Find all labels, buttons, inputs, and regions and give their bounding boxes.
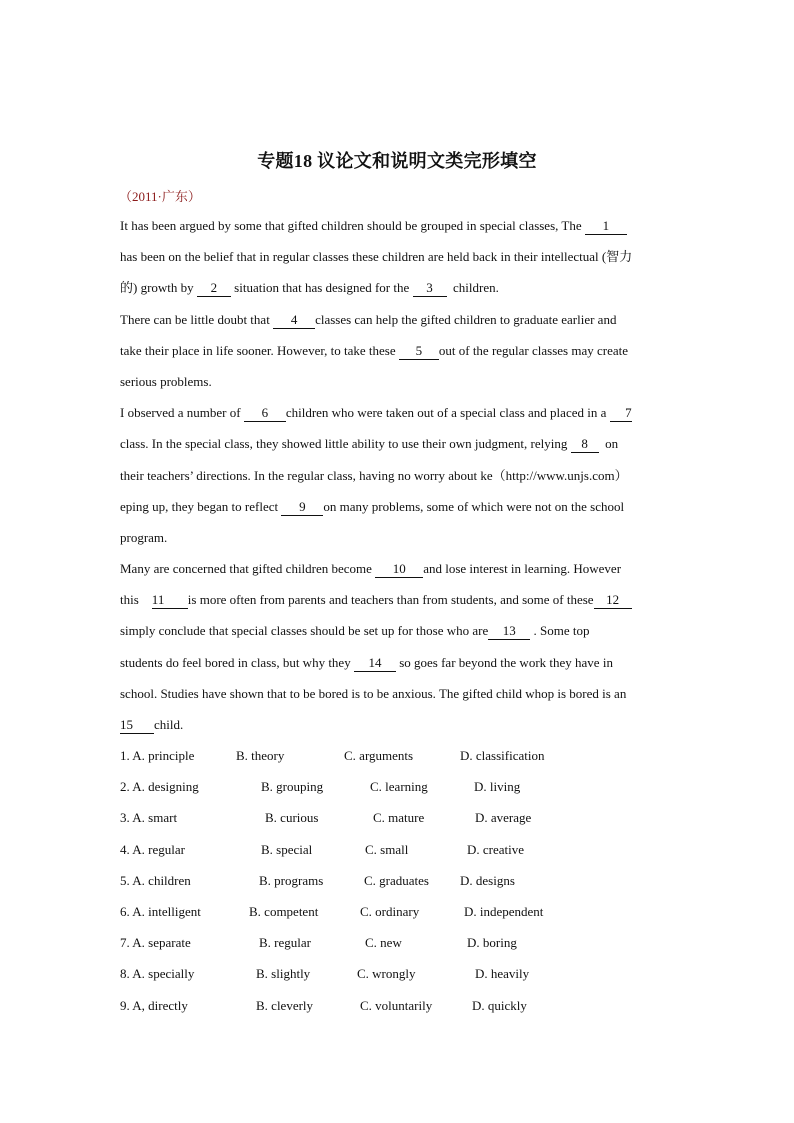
blank-2[interactable]: 2	[197, 280, 231, 297]
option-d[interactable]: D. classification	[460, 748, 545, 763]
passage-line	[120, 588, 676, 619]
blank-8[interactable]: 8	[571, 436, 599, 453]
option-c[interactable]: C. small	[365, 841, 409, 857]
passage-text: simply conclude that special classes should be set up for those who are	[120, 623, 489, 639]
blank-13[interactable]: 13	[488, 623, 530, 640]
option-a[interactable]: 3. A. smart	[120, 810, 178, 826]
passage-text: so goes far beyond the work they have in	[395, 654, 613, 670]
option-c[interactable]: C. mature	[373, 810, 425, 826]
passage-text: this	[120, 592, 152, 608]
option-d[interactable]: D. designs	[460, 872, 515, 888]
passage-line	[120, 339, 676, 370]
passage-text: Many are concerned that gifted children become	[120, 561, 376, 577]
passage-text: children who were taken out of a special class and placed in a	[285, 405, 610, 421]
passage-text: on	[598, 436, 619, 452]
option-c[interactable]: C. learning	[370, 779, 428, 795]
page-title: 专题18 议论文和说明文类完形填空	[257, 151, 537, 171]
passage-text: child.	[154, 717, 184, 732]
passage-text: their teachers’ directions. In the regular class, having no worry about ke（http://www.unjs.com）	[120, 467, 628, 483]
passage-text: school. Studies have shown that to be bored is to be anxious. The gifted child whop is bored is an	[120, 685, 627, 701]
passage-line	[120, 276, 676, 307]
passage-line	[120, 682, 676, 713]
option-d[interactable]: D. living	[474, 779, 521, 795]
option-row-6	[120, 900, 680, 931]
passage-text: is more often from parents and teachers than from students, and some of these	[187, 592, 594, 608]
option-row-9	[120, 994, 680, 1025]
option-row-1	[120, 744, 680, 775]
cloze-passage	[120, 214, 676, 744]
passage-line	[120, 651, 676, 682]
option-a[interactable]: 5. A. children	[120, 872, 191, 888]
passage-text: 的) growth by	[120, 280, 197, 296]
passage-line	[120, 401, 676, 432]
passage-text: classes can help the gifted children to graduate earlier and	[315, 311, 617, 327]
passage-text: students do feel bored in class, but why they	[120, 654, 354, 670]
option-a[interactable]: 7. A. separate	[120, 935, 191, 951]
blank-10[interactable]: 10	[375, 561, 423, 578]
passage-text: There can be little doubt that	[120, 311, 274, 327]
blank-11[interactable]: 11	[152, 592, 188, 609]
passage-text: eping up, they began to reflect	[120, 498, 282, 514]
option-d[interactable]: D. average	[475, 810, 532, 826]
passage-text: class. In the special class, they showed little ability to use their own judgment, relying	[120, 436, 571, 452]
option-c[interactable]: C. voluntarily	[360, 997, 433, 1013]
option-a[interactable]: 2. A. designing	[120, 779, 199, 795]
passage-line	[120, 308, 676, 339]
blank-14[interactable]: 14	[354, 655, 396, 672]
option-a[interactable]: 1. A. principle	[120, 748, 195, 763]
passage-line	[120, 245, 676, 276]
option-d[interactable]: D. creative	[467, 841, 525, 857]
passage-text: take their place in life sooner. However, to take these	[120, 342, 399, 358]
passage-text: situation that has designed for the	[230, 280, 413, 296]
option-d[interactable]: D. independent	[464, 903, 544, 919]
option-b[interactable]: B. grouping	[261, 779, 324, 795]
option-b[interactable]: B. regular	[259, 935, 311, 951]
passage-text: children.	[446, 280, 499, 296]
option-b[interactable]: B. competent	[249, 903, 319, 919]
option-row-4	[120, 838, 680, 869]
passage-line	[120, 619, 676, 650]
option-b[interactable]: B. theory	[236, 748, 285, 763]
passage-text: It has been argued by some that gifted children should be grouped in special classes, The	[120, 218, 585, 233]
passage-line	[120, 495, 676, 526]
option-a[interactable]: 4. A. regular	[120, 841, 185, 857]
option-d[interactable]: D. heavily	[475, 966, 530, 982]
passage-line	[120, 713, 676, 744]
answer-options	[120, 744, 680, 1025]
blank-12[interactable]: 12	[594, 592, 632, 609]
blank-1[interactable]: 1	[585, 218, 627, 235]
option-d[interactable]: D. quickly	[472, 997, 527, 1013]
blank-15[interactable]: 15	[120, 717, 154, 734]
passage-line	[120, 214, 676, 245]
passage-line	[120, 526, 676, 557]
passage-text: serious problems.	[120, 373, 212, 389]
option-row-2	[120, 775, 680, 806]
blank-7[interactable]: 7	[610, 405, 632, 422]
option-b[interactable]: B. programs	[259, 872, 324, 888]
passage-line	[120, 432, 676, 463]
option-row-5	[120, 869, 680, 900]
blank-3[interactable]: 3	[413, 280, 447, 297]
option-a[interactable]: 9. A, directly	[120, 997, 188, 1013]
option-b[interactable]: B. cleverly	[256, 997, 314, 1013]
passage-line	[120, 464, 676, 495]
option-c[interactable]: C. ordinary	[360, 903, 420, 919]
blank-5[interactable]: 5	[399, 343, 439, 360]
passage-text: on many problems, some of which were not on the school	[323, 498, 625, 514]
passage-text: and lose interest in learning. However	[423, 561, 622, 577]
option-a[interactable]: 8. A. specially	[120, 966, 195, 982]
option-a[interactable]: 6. A. intelligent	[120, 903, 201, 919]
option-row-8	[120, 962, 680, 993]
option-b[interactable]: B. curious	[265, 810, 319, 826]
option-row-7	[120, 931, 680, 962]
passage-text: program.	[120, 529, 168, 545]
blank-4[interactable]: 4	[273, 312, 315, 329]
option-b[interactable]: B. special	[261, 841, 313, 857]
passage-text: has been on the belief that in regular classes these children are held back in their intellectual (智力	[120, 249, 633, 265]
option-c[interactable]: C. new	[365, 935, 402, 951]
option-c[interactable]: C. wrongly	[357, 966, 416, 982]
passage-line	[120, 557, 676, 588]
blank-6[interactable]: 6	[244, 405, 286, 422]
passage-text: I observed a number of	[120, 405, 244, 421]
option-c[interactable]: C. arguments	[344, 748, 414, 763]
blank-9[interactable]: 9	[281, 499, 323, 516]
option-row-3	[120, 806, 680, 837]
source-note: （2011·广东）	[119, 189, 201, 204]
passage-text: . Some top	[530, 623, 590, 639]
passage-text: out of the regular classes may create	[438, 342, 629, 358]
option-c[interactable]: C. graduates	[364, 872, 429, 888]
passage-line	[120, 370, 676, 401]
option-d[interactable]: D. boring	[467, 935, 517, 951]
option-b[interactable]: B. slightly	[256, 966, 311, 982]
